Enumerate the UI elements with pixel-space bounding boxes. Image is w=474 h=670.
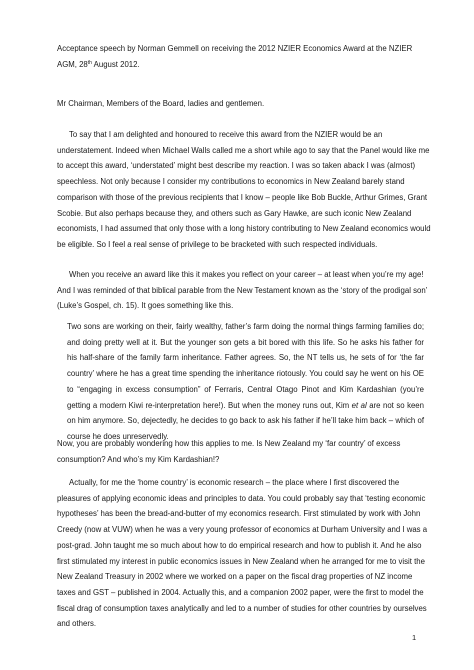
quote-part-2: are not so keen on him anymore. So, dejectedly, he decides to go back to ask his father if he’ll take him back – which of course he does unreservedly. xyxy=(67,400,424,441)
paragraph-2: When you receive an award like this it makes you reflect on your career – at least when you’re my age! And I was reminded of that biblical parable from the New Testament known as the ‘story of the prodigal son’ (Luke’s Gospel, ch. 15). It goes something like this. xyxy=(57,270,428,311)
heading-line-1: Acceptance speech by Norman Gemmell on receiving the 2012 NZIER Economics Award at the NZIER xyxy=(57,44,413,53)
paragraph-3: Now, you are probably wondering how this applies to me. Is New Zealand my ‘far country’ of excess consumption? And who’s my Kim Kardashian!? xyxy=(57,439,401,464)
salutation: Mr Chairman, Members of the Board, ladies and gentlemen. xyxy=(57,99,265,108)
paragraph-4: Actually, for me the ‘home country’ is economic research – the place where I first discovered the pleasures of applying economic ideas and principles to data. You could probably say that ‘testing economic hypotheses’ has been the bread-and-butter of my economics research. First stimulated by work with John Creedy (now at VUW) when he was a very young professor of economics at Durham University and I was a post-grad. John taught me so much about how to do empirical research and how to publish it. And he also first stimulated my interest in public economics issues in New Zealand when he arranged for me to visit the New Zealand Treasury in 2002 where we worked on a paper on the fiscal drag properties of NZ income taxes and GST – published in 2004. Actually this, and a companion 2002 paper, were the first to model the fiscal drag of consumption taxes analytically and led to a number of studies for other countries by ourselves and others. xyxy=(57,478,428,629)
page-number: 1 xyxy=(412,633,417,642)
paragraph-1: To say that I am delighted and honoured to receive this award from the NZIER would be an understatement. Indeed when Michael Walls called me a short while ago to say that the Panel would like me to accept this award, ‘understated’ might best describe my reaction. I was so taken aback I was (almost) speechless. Not only because I consider my contributions to economics in New Zealand barely stand comparison with those of the previous recipients that I know – people like Bob Buckle, Arthur Grimes, Grant Scobie. But also perhaps because they, and others such as Gary Hawke, are such iconic New Zealand economists, I had assumed that only those with a long history contributing to New Zealand economics would be eligible. So I feel a real sense of privilege to be bracketed with such respected individuals. xyxy=(57,130,431,249)
quote-italic: et al xyxy=(351,400,367,410)
heading-superscript: th xyxy=(87,59,92,66)
prodigal-son-quote xyxy=(67,319,424,445)
document-heading xyxy=(57,41,431,72)
quote-part-1: Two sons are working on their, fairly wealthy, father’s farm doing the normal things farming families do; and doing pretty well at it. But the younger son gets a bit bored with this life. So he asks his father for his half-share of the family farm inheritance. Father agrees. So, the NT tells us, he sets of for ‘the far country’ where he has a great time spending the inheritance riotously. You could say he went on his OE to “engaging in excess consumption” of Ferraris, Central Otago Pinot and Kim Kardashian (you’re getting a modern Kiwi re-interpretation here!). But when the money runs out, Kim xyxy=(67,322,424,410)
heading-line-2-suffix: August 2012. xyxy=(91,59,140,69)
heading-line-2-prefix: AGM, 28 xyxy=(57,59,88,69)
